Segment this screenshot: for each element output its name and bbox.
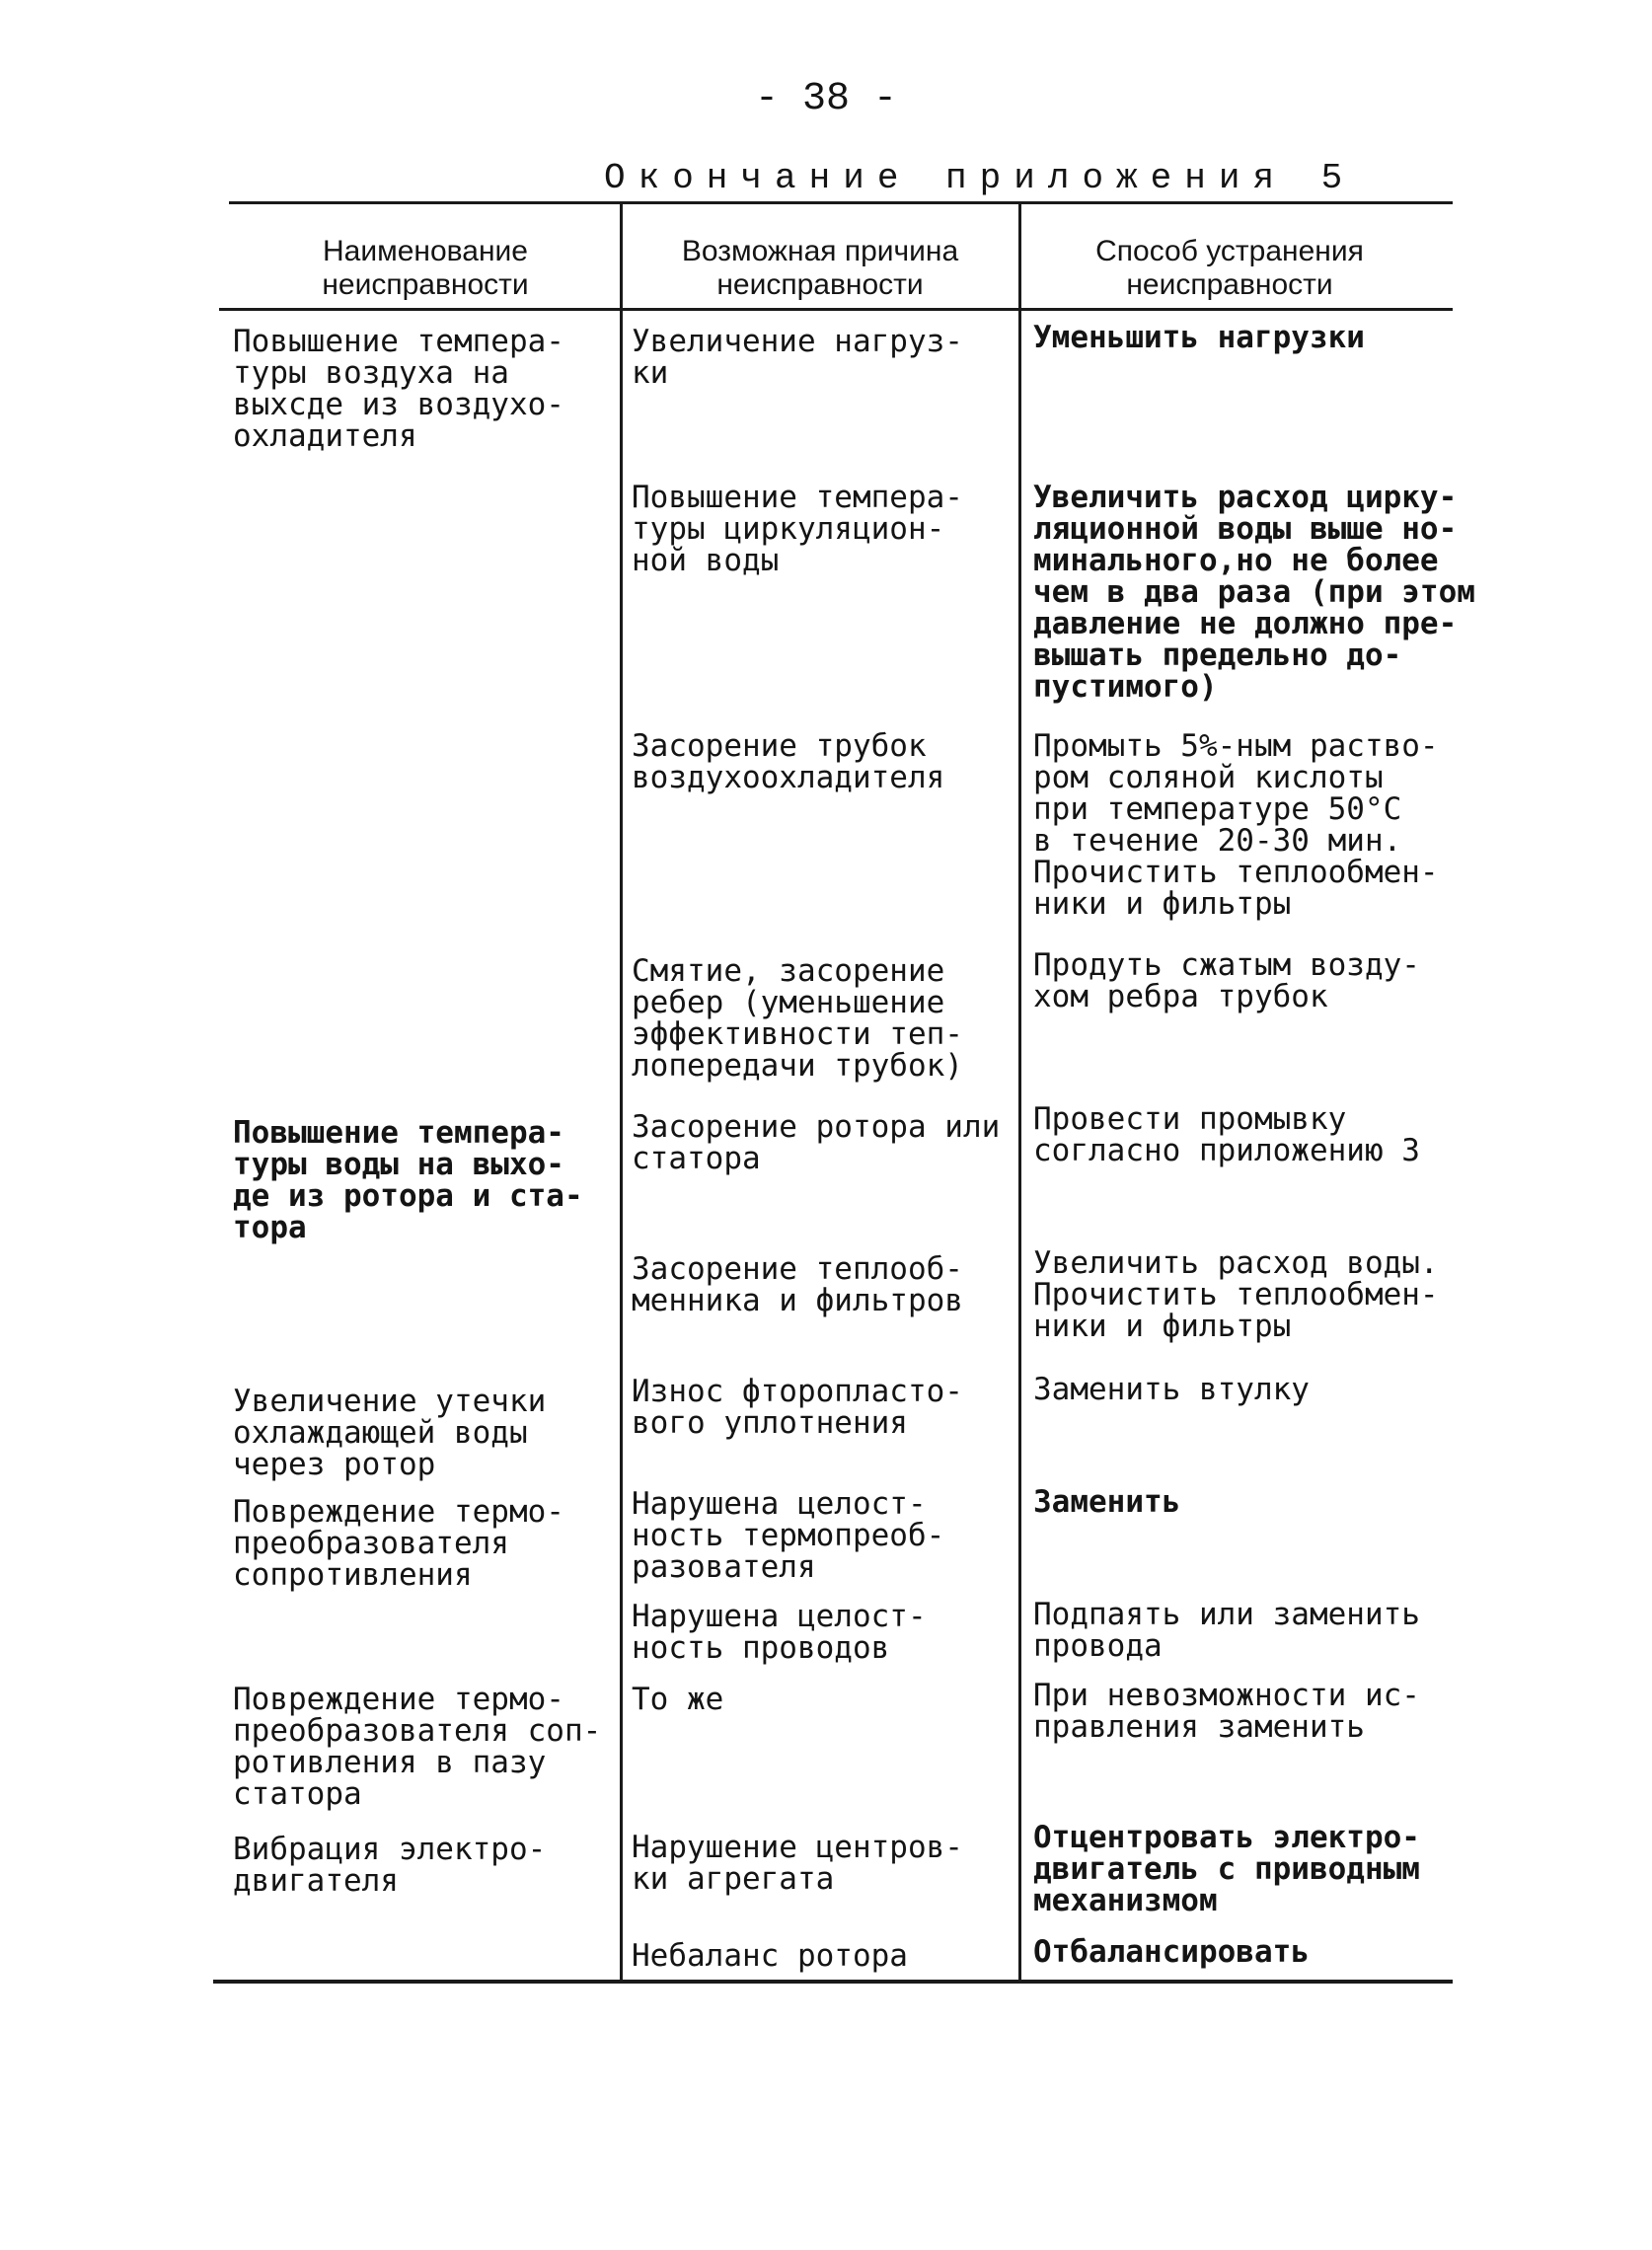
fault-cell: Повреждение термо- преобразователя соп- ротивления в пазу статора xyxy=(233,1682,602,1812)
page-number: - 38 - xyxy=(754,77,898,121)
header-fault: Наименование неисправности xyxy=(322,235,529,301)
remedy-cell: Увеличить расход цирку- ляционной воды выше но- минального,но не более чем в два раза (при этом давление не должно пре- вышать предельно до- пустимого) xyxy=(1033,480,1475,705)
cause-cell: Увеличение нагруз- ки xyxy=(632,324,963,391)
cause-cell: Износ фторопласто- вого уплотнения xyxy=(632,1374,963,1441)
remedy-cell: Продуть сжатым возду- хом ребра трубок xyxy=(1033,947,1420,1014)
appendix-title: Окончание приложения 5 xyxy=(604,158,1356,198)
header-remedy: Способ устранения неисправности xyxy=(1095,235,1364,301)
fault-cell: Увеличение утечки охлаждающей воды через ротор xyxy=(233,1384,547,1482)
cause-cell: Засорение трубок воздухоохладителя xyxy=(632,728,945,795)
fault-cell: Повышение темпера- туры воздуха на выхсде из воздухо- охладителя xyxy=(233,324,564,454)
header-cause: Возможная причина неисправности xyxy=(681,235,959,301)
column-divider-2 xyxy=(1018,201,1021,1984)
header-bottom-rule xyxy=(219,308,1453,311)
cause-cell: То же xyxy=(632,1682,724,1717)
remedy-cell: Заменить втулку xyxy=(1033,1372,1310,1407)
fault-cell: Повышение темпера- туры воды на выхо- де из ротора и ста- тора xyxy=(233,1115,583,1245)
remedy-cell: При невозможности ис- правления заменить xyxy=(1033,1678,1420,1745)
fault-cell: Вибрация электро- двигателя xyxy=(233,1832,547,1899)
cause-cell: Смятие, засорение ребер (уменьшение эффективности теп- лопередачи трубок) xyxy=(632,953,963,1084)
cause-cell: Нарушение центров- ки агрегата xyxy=(632,1830,963,1897)
remedy-cell: Провести промывку согласно приложению 3 xyxy=(1033,1101,1420,1168)
column-divider-1 xyxy=(620,201,623,1984)
remedy-cell: Отбалансировать xyxy=(1033,1934,1310,1970)
table-top-rule xyxy=(229,201,1453,204)
remedy-cell: Отцентровать электро- двигатель с приводным механизмом xyxy=(1033,1820,1420,1918)
remedy-cell: Промыть 5%-ным раство- ром соляной кислоты при температуре 50°С в течение 20-30 мин. Прочистить теплообмен- ники и фильтры xyxy=(1033,728,1439,922)
cause-cell: Повышение темпера- туры циркуляцион- ной воды xyxy=(632,480,963,578)
cause-cell: Нарушена целост- ность проводов xyxy=(632,1599,927,1666)
cause-cell: Засорение теплооб- менника и фильтров xyxy=(632,1251,963,1318)
fault-cell: Повреждение термо- преобразователя сопротивления xyxy=(233,1494,564,1593)
remedy-cell: Подпаять или заменить провода xyxy=(1033,1597,1420,1664)
cause-cell: Небаланс ротора xyxy=(632,1938,908,1974)
cause-cell: Нарушена целост- ность термопреоб- разователя xyxy=(632,1486,945,1585)
remedy-cell: Заменить xyxy=(1033,1484,1181,1520)
remedy-cell: Увеличить расход воды. Прочистить теплообмен- ники и фильтры xyxy=(1033,1245,1439,1344)
table-bottom-rule xyxy=(213,1980,1453,1984)
cause-cell: Засорение ротора или статора xyxy=(632,1109,1001,1176)
remedy-cell: Уменьшить нагрузки xyxy=(1033,320,1365,355)
